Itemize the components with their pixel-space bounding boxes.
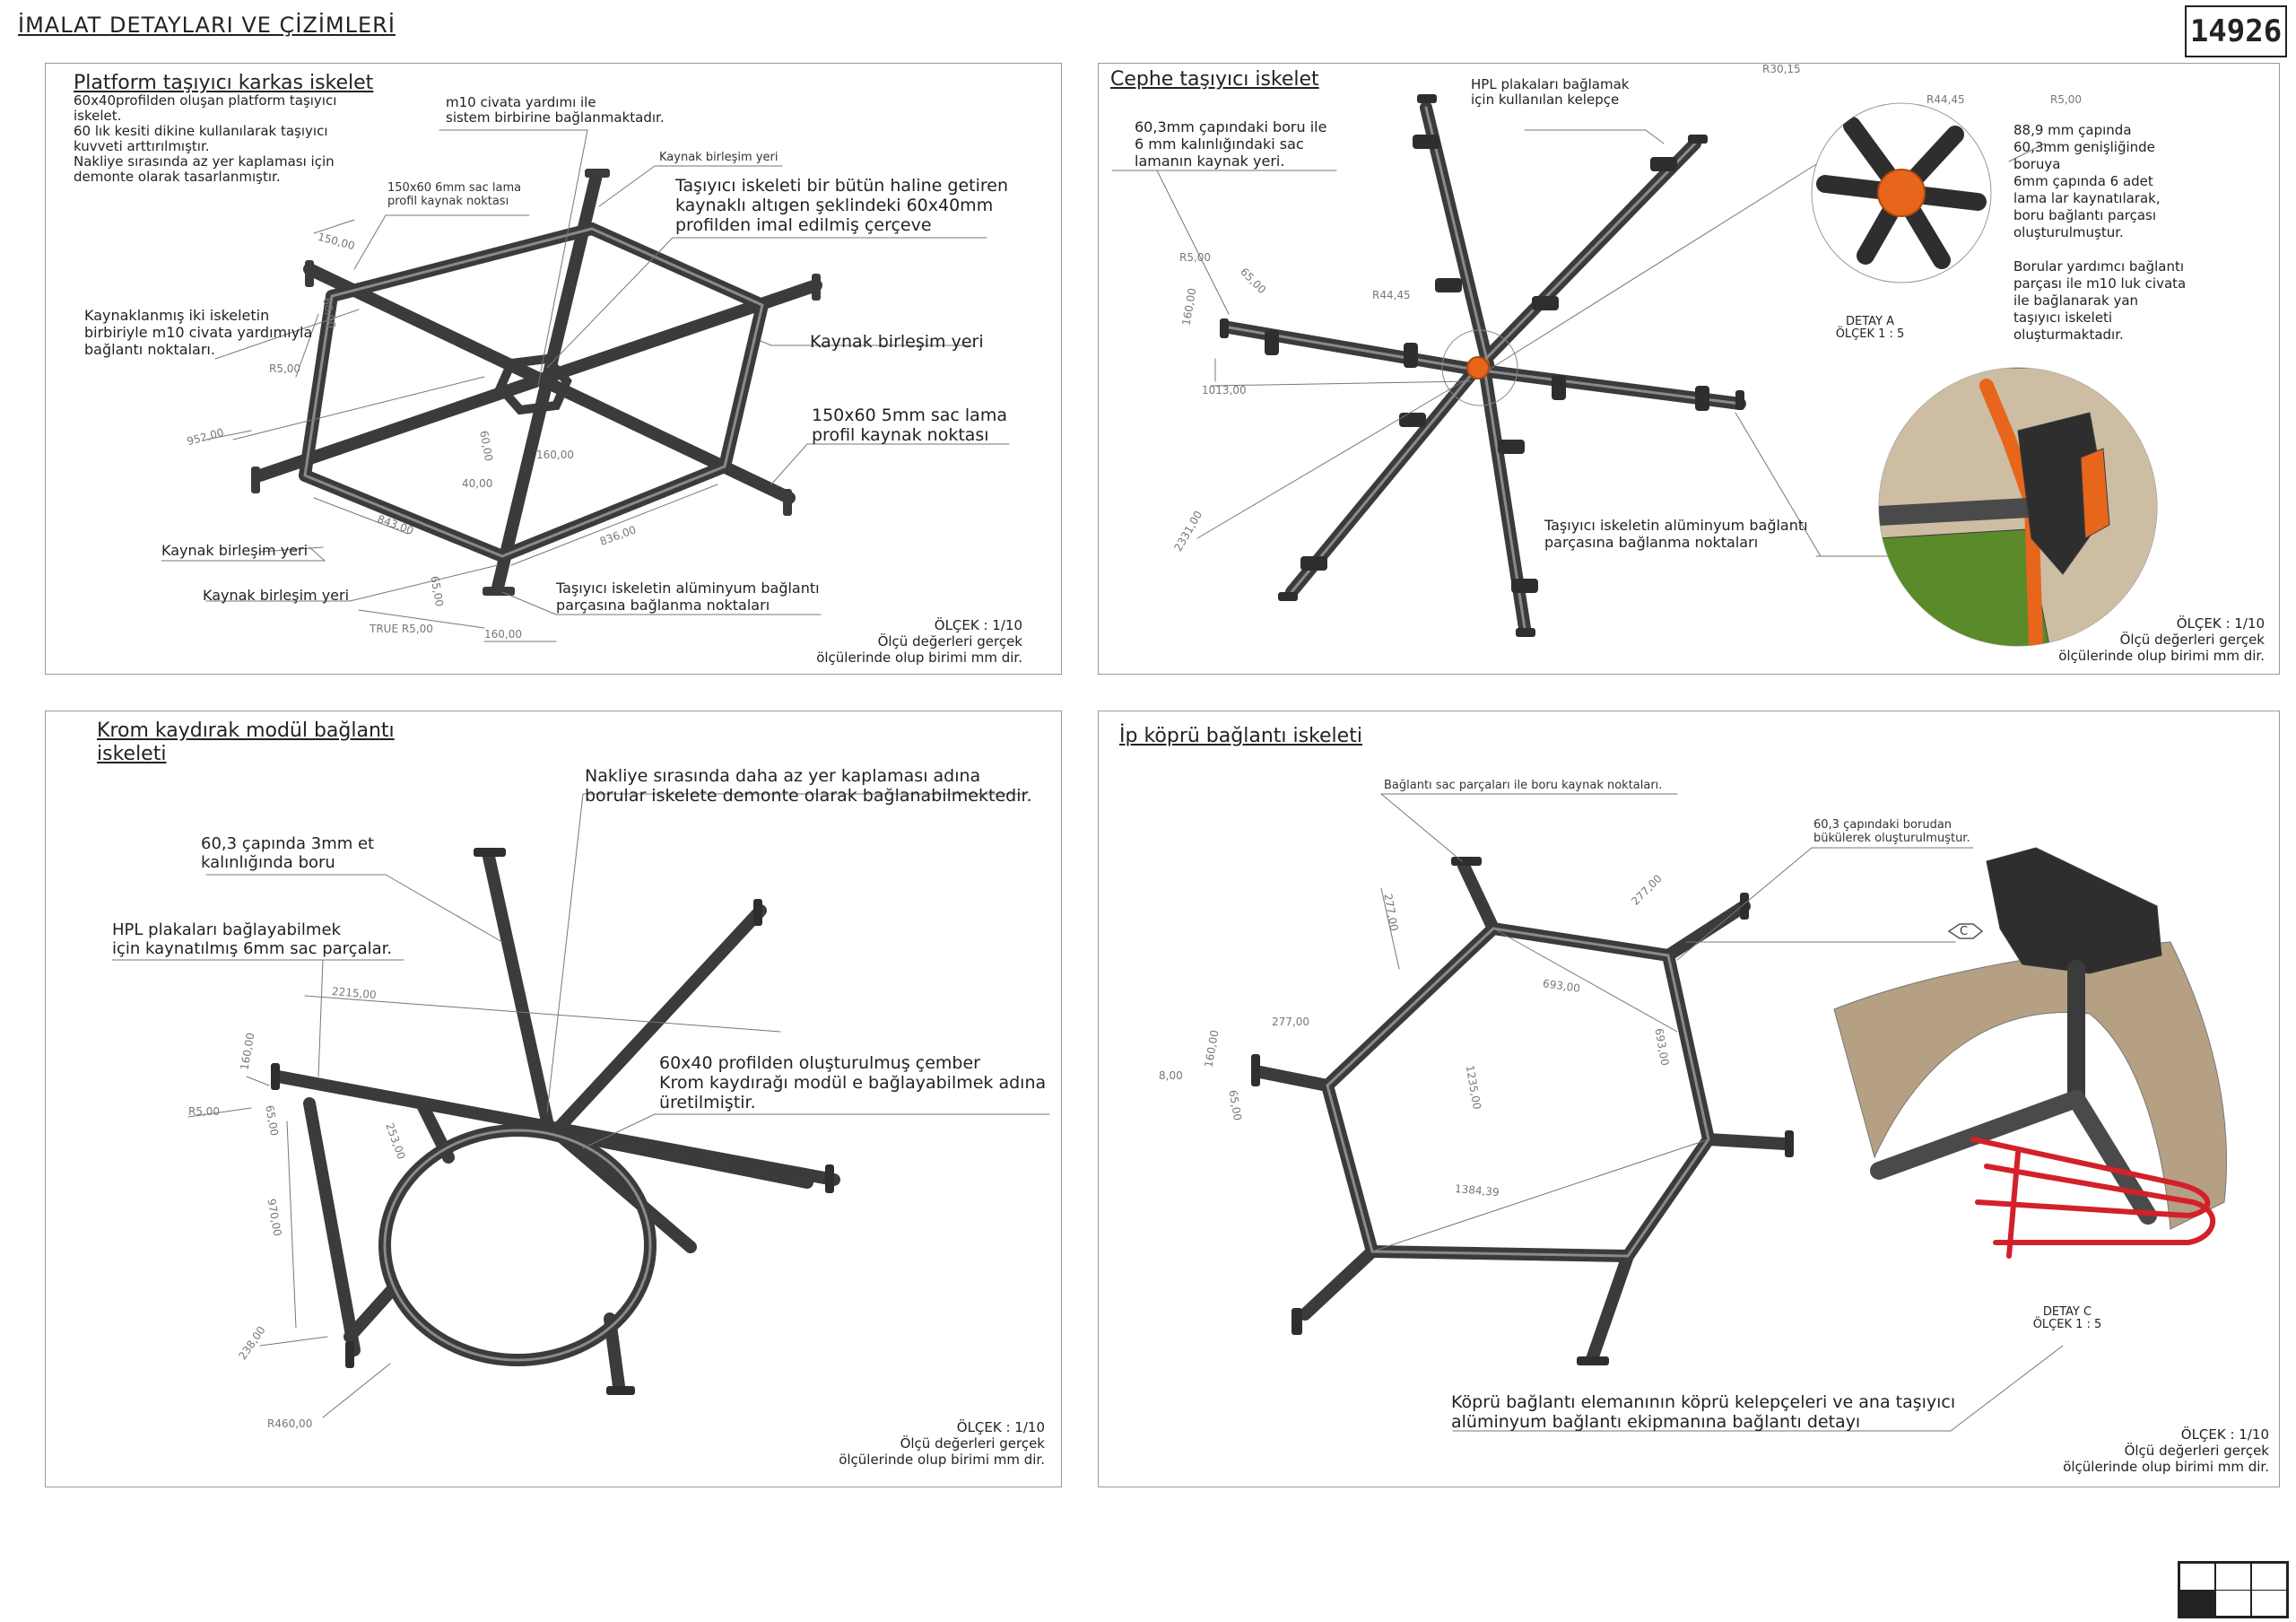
callout-left-join: Kaynaklanmış iki iskeletin birbiriyle m10 civata yardımıyla bağlantı noktaları.: [84, 307, 313, 358]
platform-desc: 60x40profilden oluşan platform taşıyıcı iskelet. 60 lık kesiti dikine kullanılarak taşıyıcı kuvveti arttırılmıştır. Nakliye sırasında az yer kaplaması için demonte olarak tasarlanmıştır.: [74, 92, 337, 185]
grid-cell: [2251, 1590, 2287, 1617]
dim: 160,00: [238, 1032, 257, 1071]
dim: 40,00: [462, 477, 493, 490]
dim: R460,00: [267, 1417, 313, 1430]
callout-kaynak-bl1: Kaynak birleşim yeri: [161, 542, 309, 559]
cephe-frame-drawing: [1112, 94, 2161, 655]
dim: 952,00: [185, 425, 226, 449]
callout-alu-cephe: Taşıyıcı iskeletin alüminyum bağlantı parçasına bağlanma noktaları: [1544, 517, 1808, 551]
scale-note-krom: ÖLÇEK : 1/10 Ölçü değerleri gerçek ölçülerinde olup birimi mm dir.: [839, 1419, 1045, 1468]
dim: R5,00: [1179, 251, 1212, 264]
dim: 970,00: [265, 1198, 284, 1237]
sheet-index-grid: [2178, 1561, 2289, 1618]
dim: 693,00: [1652, 1027, 1672, 1067]
dim: 836,00: [597, 523, 639, 548]
dim: 1013,00: [1202, 384, 1247, 397]
callout-lama-big: 150x60 5mm sac lama profil kaynak noktası: [812, 406, 1007, 445]
callout-kaynak-top: Kaynak birleşim yeri: [659, 151, 778, 164]
dim: R30,15: [1762, 63, 1801, 75]
dim: 277,00: [1381, 893, 1401, 932]
dim: 160,00: [536, 449, 574, 461]
dim: 1384,39: [1454, 1182, 1500, 1199]
callout-kopru: Köprü bağlantı elemanının köprü kelepçeleri ve ana taşıyıcı alüminyum bağlantı ekipmanına bağlantı detayı: [1451, 1392, 1956, 1432]
dim: R5,00: [269, 362, 301, 375]
dim: 8,00: [1159, 1069, 1183, 1082]
grid-cell: [2215, 1563, 2251, 1591]
grid-cell: [2215, 1590, 2251, 1617]
dim: 60,00: [477, 429, 496, 463]
dim: 843,00: [375, 512, 416, 537]
callout-frame: Taşıyıcı iskeleti bir bütün haline getiren kaynaklı altıgen şeklindeki 60x40mm profilden imal edilmiş çerçeve: [675, 176, 1008, 235]
dim: 160,00: [1179, 287, 1199, 327]
dim: 65,00: [1238, 265, 1269, 297]
dim: R44,45: [1926, 93, 1965, 106]
cephe-title: Cephe taşıyıcı iskelet: [1110, 68, 1319, 91]
callout-boru-cephe: 60,3mm çapındaki boru ile 6 mm kalınlığındaki sac lamanın kaynak yeri.: [1135, 118, 1327, 170]
dim: 2331,00: [1171, 509, 1205, 554]
ip-frame-drawing: [1251, 794, 2227, 1431]
dim: 65,00: [263, 1103, 282, 1138]
callout-cember: 60x40 profilden oluşturulmuş çember Krom kaydırağı modül e bağlayabilmek adına üretilmiştir.: [659, 1053, 1047, 1112]
dim: R44,45: [1372, 289, 1411, 301]
dim: 160,00: [1202, 1029, 1222, 1068]
callout-right-cephe: 88,9 mm çapında 60,3mm genişliğinde boruya 6mm çapında 6 adet lama lar kaynatılarak, boru bağlantı parçası oluşturulmuştur.: [2013, 122, 2161, 240]
ip-title: İp köprü bağlantı iskeleti: [1119, 725, 1362, 747]
sheet-number: 14926: [2185, 5, 2287, 57]
dim: 65,00: [1226, 1088, 1245, 1122]
platform-title: Platform taşıyıcı karkas iskelet: [74, 72, 374, 94]
grid-cell: [2179, 1563, 2215, 1591]
dim: 693,00: [1542, 977, 1581, 995]
callout-m10: m10 civata yardımı ile sistem birbirine bağlanmaktadır.: [446, 94, 665, 126]
scale-note-platform: ÖLÇEK : 1/10 Ölçü değerleri gerçek ölçülerinde olup birimi mm dir.: [816, 617, 1022, 666]
dim: 65,00: [428, 574, 447, 608]
krom-title: Krom kaydırak modül bağlantı iskeleti: [97, 719, 395, 765]
callout-right2-cephe: Borular yardımcı bağlantı parçası ile m10 luk civata ile bağlanarak yan taşıyıcı iskeleti oluşturmaktadır.: [2013, 258, 2187, 343]
callout-boru-ip: 60,3 çapındaki borudan bükülerek oluşturulmuştur.: [1813, 818, 1970, 845]
dim: TRUE R5,00: [370, 623, 433, 635]
dim: R5,00: [188, 1105, 221, 1118]
detail-c-illustration: [1834, 848, 2227, 1256]
drawing-title: İMALAT DETAYLARI VE ÇİZİMLERİ: [18, 13, 396, 38]
callout-hpl-cephe: HPL plakaları bağlamak için kullanılan kelepçe: [1471, 76, 1630, 108]
callout-sac: Bağlantı sac parçaları ile boru kaynak noktaları.: [1384, 779, 1663, 792]
grid-cell-active: [2179, 1590, 2215, 1617]
dim: 150,00: [316, 230, 357, 253]
scale-note-cephe: ÖLÇEK : 1/10 Ölçü değerleri gerçek ölçülerinde olup birimi mm dir.: [2058, 615, 2265, 664]
scale-note-ip: ÖLÇEK : 1/10 Ölçü değerleri gerçek ölçülerinde olup birimi mm dir.: [2063, 1426, 2269, 1475]
callout-lama-small: 150x60 6mm sac lama profil kaynak noktası: [387, 181, 522, 208]
dim: 277,00: [1272, 1016, 1309, 1028]
dim: 1235,00: [1463, 1064, 1484, 1111]
callout-boru-krom: 60,3 çapında 3mm et kalınlığında boru: [201, 834, 375, 872]
dim: 253,00: [383, 1121, 408, 1162]
dim: 160,00: [484, 628, 522, 641]
dim: R5,00: [2050, 93, 2083, 106]
callout-kaynak-right: Kaynak birleşim yeri: [810, 332, 984, 352]
detail-c-marker: C: [1960, 925, 1969, 938]
dim: 2215,00: [331, 984, 378, 1002]
callout-hpl-krom: HPL plakaları bağlayabilmek için kaynatılmış 6mm sac parçalar.: [112, 920, 393, 958]
dim: 277,00: [1629, 872, 1665, 908]
callout-alu-platform: Taşıyıcı iskeletin alüminyum bağlantı parçasına bağlanma noktaları: [556, 580, 820, 614]
grid-cell: [2251, 1563, 2287, 1591]
dim: 60,00: [320, 296, 339, 330]
callout-kaynak-bl2: Kaynak birleşim yeri: [203, 587, 350, 604]
detail-c-label: DETAY C ÖLÇEK 1 : 5: [2032, 1305, 2102, 1331]
detail-a-label: DETAY A ÖLÇEK 1 : 5: [1835, 315, 1905, 341]
callout-nakliye: Nakliye sırasında daha az yer kaplaması adına borular iskelete demonte olarak bağlanabilmektedir.: [585, 766, 1032, 806]
dim: 238,00: [236, 1323, 268, 1363]
